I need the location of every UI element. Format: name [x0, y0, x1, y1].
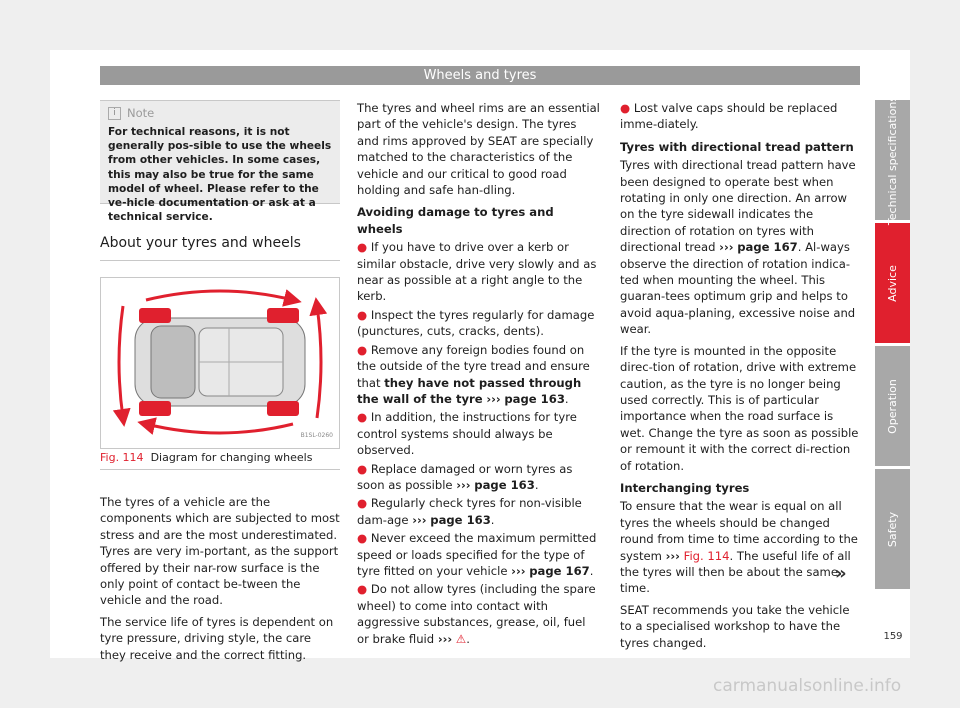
note-header: [108, 101, 332, 125]
figure-number: Fig. 114: [100, 451, 144, 464]
note-box: [100, 100, 340, 224]
tab-advice[interactable]: Advice: [875, 223, 910, 343]
subheading-avoiding-damage: Avoiding damage to tyres and wheels: [357, 205, 554, 236]
list-item: ● Replace damaged or worn tyres as soon as possible ››› page 163.: [357, 461, 573, 492]
paragraph: To ensure that the wear is equal on all tyres the wheels should be changed round from time to time according to the system ››› Fig. 114. The useful life of all the tyres will then be about the same time.: [620, 499, 858, 596]
bullet-icon: ●: [620, 101, 631, 115]
subheading-directional-tread: Tyres with directional tread pattern: [620, 139, 854, 154]
paragraph: The tyres and wheel rims are an essential part of the vehicle's design. The tyres and rims approved by SEAT are specially matched to the characteristics of the vehicle and our critical to good road holding and safe han-dling.: [357, 101, 600, 198]
bullet-icon: ●: [357, 307, 368, 322]
paragraph: If the tyre is mounted in the opposite direc-tion of rotation, drive with extreme caution, as the tyre is no longer being used correctly. This is of particular importance when the road surface is wet. Change the tyre as soon as possible or remount it with the correct di-rection of rotation.: [620, 343, 859, 473]
list-item: ● Remove any foreign bodies found on the outside of the tyre tread and ensure that they have not passed through the wall of the tyre ››› page 163.: [357, 342, 590, 406]
column-left: [100, 100, 340, 668]
list-item: ● Never exceed the maximum permitted speed or loads specified for the type of tyre fitted on your vehicle ››› page 167.: [357, 531, 597, 578]
paragraph: The tyres of a vehicle are the components which are subjected to most stress and are the most underestimated. Tyres are very im-portant, as the support offered by their nar-row surface is the only point of contact be-tween the vehicle and the road.: [100, 495, 340, 608]
list-item: ● If you have to drive over a kerb or similar obstacle, drive very slowly and as near as possible at a right angle to the kerb.: [357, 240, 597, 304]
bullet-icon: ●: [357, 582, 368, 597]
bullet-icon: ●: [357, 410, 368, 425]
column-middle: [357, 100, 601, 649]
tab-technical-specifications[interactable]: Technical specifications: [875, 100, 910, 220]
section-title: About your tyres and wheels: [100, 234, 340, 261]
page-link[interactable]: page 163: [430, 512, 491, 527]
bullet-icon: ●: [357, 342, 368, 357]
side-tabs: [875, 95, 910, 592]
paragraph: Tyres with directional tread pattern have been designed to operate best when rotating in only one direction. An arrow on the tyre sidewall indicates the direction of rotation on tyres with directional tread ››› page 167. Al-ways observe the direction of rotation indica-ted when mounting the wheel. This guaran-tees optimum grip and helps to avoid aqua-planing, excessive noise and wear.: [620, 158, 856, 337]
paragraph: The service life of tyres is dependent on tyre pressure, driving style, the care they receive and the correct fitting.: [100, 614, 334, 662]
figure-caption: [100, 451, 340, 470]
column-right: [620, 100, 860, 656]
intro-text: [100, 494, 340, 663]
list-item: ● Do not allow tyres (including the spare wheel) to come into contact with aggressive substances, grease, oil, fuel or brake fluid ››› ⚠.: [357, 582, 596, 646]
page-link[interactable]: page 167: [529, 563, 590, 578]
page-link[interactable]: page 163: [504, 391, 565, 406]
car-top-view-illustration: [101, 278, 339, 448]
page-link[interactable]: page 163: [474, 477, 535, 492]
bullet-icon: ●: [357, 531, 368, 546]
list-item: ● Regularly check tyres for non-visible dam-age ››› page 163.: [357, 496, 582, 527]
wheel-diagram: [100, 277, 340, 449]
page-number: 159: [883, 631, 903, 642]
subheading-interchanging-tyres: Interchanging tyres: [620, 480, 750, 495]
figure-caption-text: Diagram for changing wheels: [150, 451, 313, 464]
tab-safety[interactable]: Safety: [875, 469, 910, 589]
list-item: ● Lost valve caps should be replaced imme-diately.: [620, 101, 838, 132]
note-title: Note: [127, 105, 155, 120]
bullet-icon: ●: [357, 240, 368, 255]
tab-operation[interactable]: Operation: [875, 346, 910, 466]
paragraph: SEAT recommends you take the vehicle to a specialised workshop to have the tyres changed.: [620, 602, 850, 650]
continue-icon: »: [835, 563, 847, 584]
watermark: carmanualsonline.info: [713, 676, 902, 696]
list-item: ● Inspect the tyres regularly for damage (punctures, cuts, cracks, dents).: [357, 307, 595, 339]
figure-link[interactable]: Fig. 114: [683, 548, 730, 563]
warning-icon[interactable]: ⚠: [455, 631, 467, 646]
figure-code: B1SL-0260: [300, 431, 333, 439]
bullet-icon: ●: [357, 496, 368, 511]
note-text: For technical reasons, it is not generally pos-sible to use the wheels from other vehicles. In some cases, this may also be true for the same model of wheel. Please refer to the ve-hicle documentation or ask at a technical service.: [108, 126, 332, 224]
info-icon: i: [108, 107, 121, 120]
bullet-icon: ●: [357, 461, 368, 476]
page-link[interactable]: page 167: [737, 240, 798, 255]
page-header: Wheels and tyres: [100, 66, 860, 85]
list-item: ● In addition, the instructions for tyre control systems should always be observed.: [357, 410, 577, 458]
